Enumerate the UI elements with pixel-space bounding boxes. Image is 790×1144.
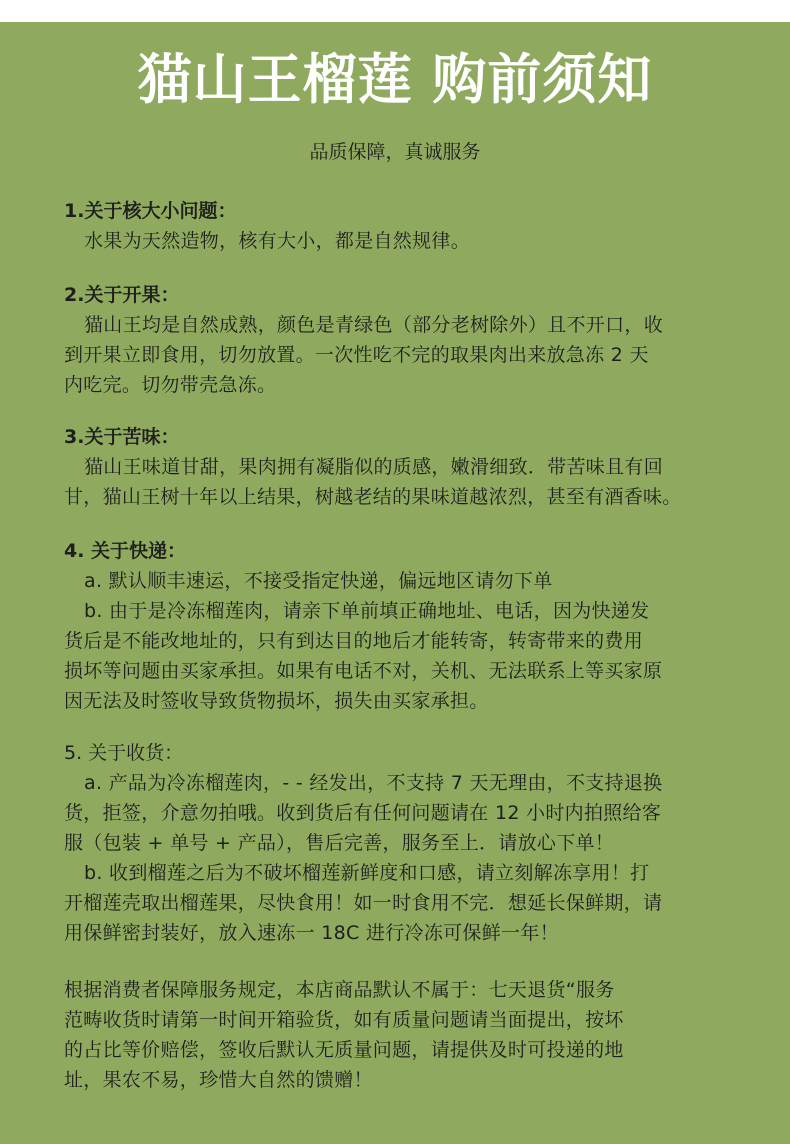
section-line: 因无法及时签收导致货物损坏，损失由买家承担。 bbox=[64, 690, 489, 712]
notice-line: 址，果农不易，珍惜大自然的馈赠！ bbox=[64, 1069, 373, 1091]
section-line: 水果为天然造物，核有大小，都是自然规律。 bbox=[84, 230, 471, 252]
section-heading: 1.关于核大小问题： bbox=[64, 200, 237, 222]
section-line: 服（包装 + 单号 + 产品），售后完善，服务至上．请放心下单！ bbox=[64, 832, 615, 854]
section-bitterness bbox=[64, 422, 764, 512]
section-heading: 2.关于开果： bbox=[64, 284, 180, 306]
section-line: 到开果立即食用，切勿放置。一次性吃不完的取果肉出来放急冻 2 天 bbox=[64, 344, 649, 366]
notice-line: 根据消费者保障服务规定，本店商品默认不属于：七天退货“服务 bbox=[64, 979, 615, 1001]
section-heading: 4. 关于快递： bbox=[64, 540, 187, 562]
section-line: 货后是不能改地址的，只有到达目的地后才能转寄，转寄带来的费用 bbox=[64, 630, 644, 652]
section-line: 猫山王味道甘甜，果肉拥有凝脂似的质感，嫩滑细致．带苦味且有回 bbox=[84, 456, 664, 478]
section-line: a. 产品为冷冻榴莲肉，- - 经发出，不支持 7 天无理由，不支持退换 bbox=[84, 772, 663, 794]
consumer-notice bbox=[64, 975, 764, 1095]
section-core-size bbox=[64, 196, 764, 256]
section-receiving bbox=[64, 738, 764, 948]
section-opening bbox=[64, 280, 764, 400]
section-line: 损坏等问题由买家承担。如果有电话不对，关机、无法联系上等买家原 bbox=[64, 660, 663, 682]
section-heading: 3.关于苦味： bbox=[64, 426, 180, 448]
section-heading: 5. 关于收货： bbox=[64, 742, 184, 764]
section-line: a. 默认顺丰速运，不接受指定快递，偏远地区请勿下单 bbox=[84, 570, 553, 592]
section-line: 用保鲜密封装好，放入速冻一 18C 进行冷冻可保鲜一年！ bbox=[64, 922, 559, 944]
section-line: 开榴莲壳取出榴莲果，尽快食用！如一时食用不完．想延长保鲜期，请 bbox=[64, 892, 663, 914]
section-delivery bbox=[64, 536, 764, 716]
section-line: b. 收到榴莲之后为不破坏榴莲新鲜度和口感，请立刻解冻享用！打 bbox=[84, 862, 650, 884]
page-title: 猫山王榴莲 购前须知 bbox=[137, 48, 653, 111]
section-line: 甘，猫山王树十年以上结果，树越老结的果味道越浓烈，甚至有酒香味。 bbox=[64, 486, 682, 508]
section-line: 内吃完。切勿带壳急冻。 bbox=[64, 374, 277, 396]
notice-line: 的占比等价赔偿，签收后默认无质量问题，请提供及时可投递的地 bbox=[64, 1039, 624, 1061]
page-subtitle: 品质保障，真诚服务 bbox=[309, 141, 481, 163]
notice-line: 范畴收货时请第一时间开箱验货，如有质量问题请当面提出，按坏 bbox=[64, 1009, 624, 1031]
section-line: 货，拒签，介意勿拍哦。收到货后有任何问题请在 12 小时内拍照给客 bbox=[64, 802, 662, 824]
section-line: b. 由于是冷冻榴莲肉，请亲下单前填正确地址、电话，因为快递发 bbox=[84, 600, 650, 622]
section-line: 猫山王均是自然成熟，颜色是青绿色（部分老树除外）且不开口，收 bbox=[84, 314, 664, 336]
